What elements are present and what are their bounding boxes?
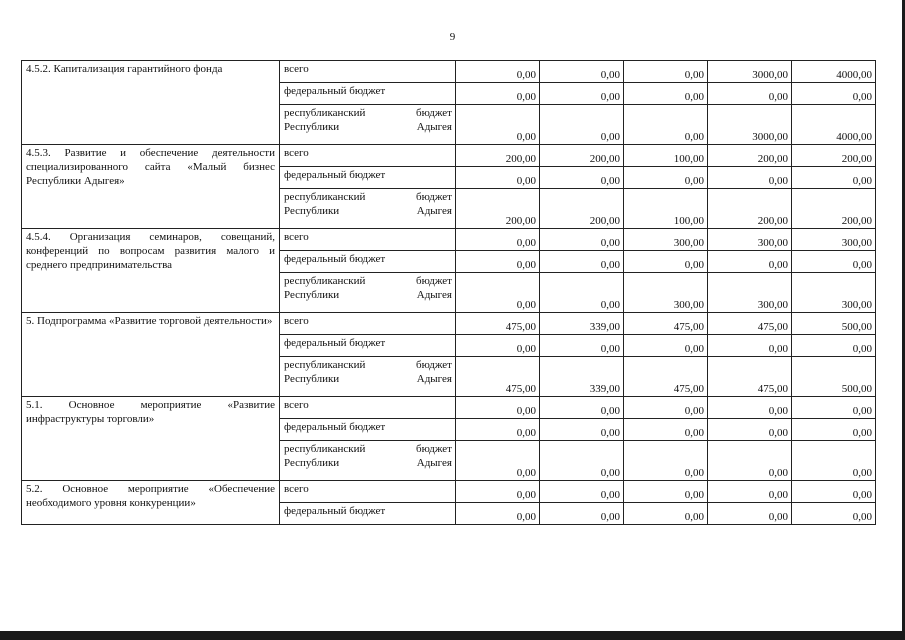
measure-name-cell: 5. Подпрограмма «Развитие торговой деятельности» [22, 313, 280, 397]
table-row [22, 481, 876, 503]
value-cell: 300,00 [624, 229, 708, 251]
funding-source-cell: республиканский бюджет Республики Адыгея [280, 105, 456, 145]
funding-source-cell: республиканский бюджет Республики Адыгея [280, 273, 456, 313]
funding-source-cell: всего [280, 229, 456, 251]
value-cell: 0,00 [456, 83, 540, 105]
value-cell: 200,00 [540, 145, 624, 167]
value-cell: 500,00 [792, 357, 876, 397]
value-cell: 0,00 [708, 481, 792, 503]
value-cell: 0,00 [456, 503, 540, 525]
value-cell: 200,00 [456, 145, 540, 167]
value-cell: 475,00 [708, 357, 792, 397]
value-cell: 0,00 [708, 167, 792, 189]
value-cell: 0,00 [624, 335, 708, 357]
value-cell: 300,00 [792, 273, 876, 313]
value-cell: 200,00 [540, 189, 624, 229]
value-cell: 475,00 [708, 313, 792, 335]
measure-name-cell: 5.2. Основное мероприятие «Обеспечение необходимого уровня конкуренции» [22, 481, 280, 525]
value-cell: 0,00 [624, 105, 708, 145]
value-cell: 475,00 [456, 357, 540, 397]
value-cell: 300,00 [792, 229, 876, 251]
value-cell: 4000,00 [792, 105, 876, 145]
value-cell: 200,00 [708, 145, 792, 167]
funding-source-cell: республиканский бюджет Республики Адыгея [280, 189, 456, 229]
page-number: 9 [449, 31, 456, 43]
measure-name-cell: 5.1. Основное мероприятие «Развитие инфраструктуры торговли» [22, 397, 280, 481]
value-cell: 0,00 [792, 419, 876, 441]
value-cell: 0,00 [792, 503, 876, 525]
value-cell: 0,00 [624, 419, 708, 441]
table-row [22, 229, 876, 251]
value-cell: 300,00 [708, 273, 792, 313]
funding-source-cell: федеральный бюджет [280, 419, 456, 441]
page-edge-bottom [0, 631, 905, 640]
value-cell: 100,00 [624, 189, 708, 229]
value-cell: 0,00 [624, 397, 708, 419]
value-cell: 0,00 [624, 61, 708, 83]
value-cell: 0,00 [456, 397, 540, 419]
funding-source-cell: федеральный бюджет [280, 251, 456, 273]
funding-source-cell: федеральный бюджет [280, 83, 456, 105]
measure-name-cell: 4.5.2. Капитализация гарантийного фонда [22, 61, 280, 145]
value-cell: 200,00 [792, 189, 876, 229]
budget-table-body [22, 61, 876, 525]
value-cell: 0,00 [540, 503, 624, 525]
table-row [22, 313, 876, 335]
measure-name-cell: 4.5.4. Организация семинаров, совещаний, конференций по вопросам развития малого и среднего предпринимательства [22, 229, 280, 313]
value-cell: 0,00 [456, 481, 540, 503]
funding-source-cell: всего [280, 145, 456, 167]
funding-source-cell: всего [280, 61, 456, 83]
value-cell: 200,00 [792, 145, 876, 167]
value-cell: 0,00 [540, 167, 624, 189]
table-row [22, 397, 876, 419]
value-cell: 0,00 [624, 83, 708, 105]
value-cell: 0,00 [792, 83, 876, 105]
value-cell: 0,00 [540, 481, 624, 503]
value-cell: 0,00 [456, 419, 540, 441]
table-row [22, 61, 876, 83]
funding-source-cell: всего [280, 481, 456, 503]
funding-source-cell: федеральный бюджет [280, 167, 456, 189]
value-cell: 300,00 [708, 229, 792, 251]
value-cell: 0,00 [540, 229, 624, 251]
value-cell: 0,00 [624, 441, 708, 481]
value-cell: 0,00 [456, 273, 540, 313]
value-cell: 0,00 [624, 503, 708, 525]
funding-source-cell: республиканский бюджет Республики Адыгея [280, 357, 456, 397]
value-cell: 0,00 [456, 335, 540, 357]
value-cell: 0,00 [708, 397, 792, 419]
value-cell: 0,00 [456, 251, 540, 273]
value-cell: 3000,00 [708, 61, 792, 83]
funding-source-cell: федеральный бюджет [280, 335, 456, 357]
value-cell: 0,00 [456, 229, 540, 251]
value-cell: 0,00 [540, 273, 624, 313]
value-cell: 0,00 [540, 335, 624, 357]
value-cell: 300,00 [624, 273, 708, 313]
value-cell: 475,00 [456, 313, 540, 335]
value-cell: 0,00 [792, 441, 876, 481]
funding-source-cell: федеральный бюджет [280, 503, 456, 525]
value-cell: 0,00 [624, 167, 708, 189]
value-cell: 0,00 [540, 61, 624, 83]
value-cell: 0,00 [792, 397, 876, 419]
value-cell: 339,00 [540, 313, 624, 335]
measure-name-cell: 4.5.3. Развитие и обеспечение деятельности специализированного сайта «Малый бизнес Республики Адыгея» [22, 145, 280, 229]
value-cell: 0,00 [540, 419, 624, 441]
value-cell: 0,00 [540, 83, 624, 105]
value-cell: 0,00 [708, 251, 792, 273]
value-cell: 0,00 [540, 105, 624, 145]
value-cell: 0,00 [708, 503, 792, 525]
funding-source-cell: республиканский бюджет Республики Адыгея [280, 441, 456, 481]
value-cell: 200,00 [456, 189, 540, 229]
value-cell: 100,00 [624, 145, 708, 167]
value-cell: 475,00 [624, 357, 708, 397]
value-cell: 0,00 [456, 61, 540, 83]
value-cell: 0,00 [456, 167, 540, 189]
value-cell: 500,00 [792, 313, 876, 335]
value-cell: 4000,00 [792, 61, 876, 83]
value-cell: 0,00 [624, 251, 708, 273]
funding-source-cell: всего [280, 397, 456, 419]
budget-table [21, 60, 876, 525]
value-cell: 475,00 [624, 313, 708, 335]
value-cell: 0,00 [540, 251, 624, 273]
value-cell: 0,00 [456, 441, 540, 481]
value-cell: 0,00 [708, 419, 792, 441]
value-cell: 0,00 [792, 481, 876, 503]
value-cell: 0,00 [708, 441, 792, 481]
value-cell: 3000,00 [708, 105, 792, 145]
value-cell: 0,00 [540, 441, 624, 481]
funding-source-cell: всего [280, 313, 456, 335]
value-cell: 0,00 [540, 397, 624, 419]
value-cell: 0,00 [792, 251, 876, 273]
value-cell: 0,00 [624, 481, 708, 503]
value-cell: 0,00 [708, 335, 792, 357]
value-cell: 0,00 [792, 167, 876, 189]
value-cell: 200,00 [708, 189, 792, 229]
value-cell: 0,00 [456, 105, 540, 145]
value-cell: 0,00 [792, 335, 876, 357]
table-row [22, 145, 876, 167]
value-cell: 0,00 [708, 83, 792, 105]
value-cell: 339,00 [540, 357, 624, 397]
